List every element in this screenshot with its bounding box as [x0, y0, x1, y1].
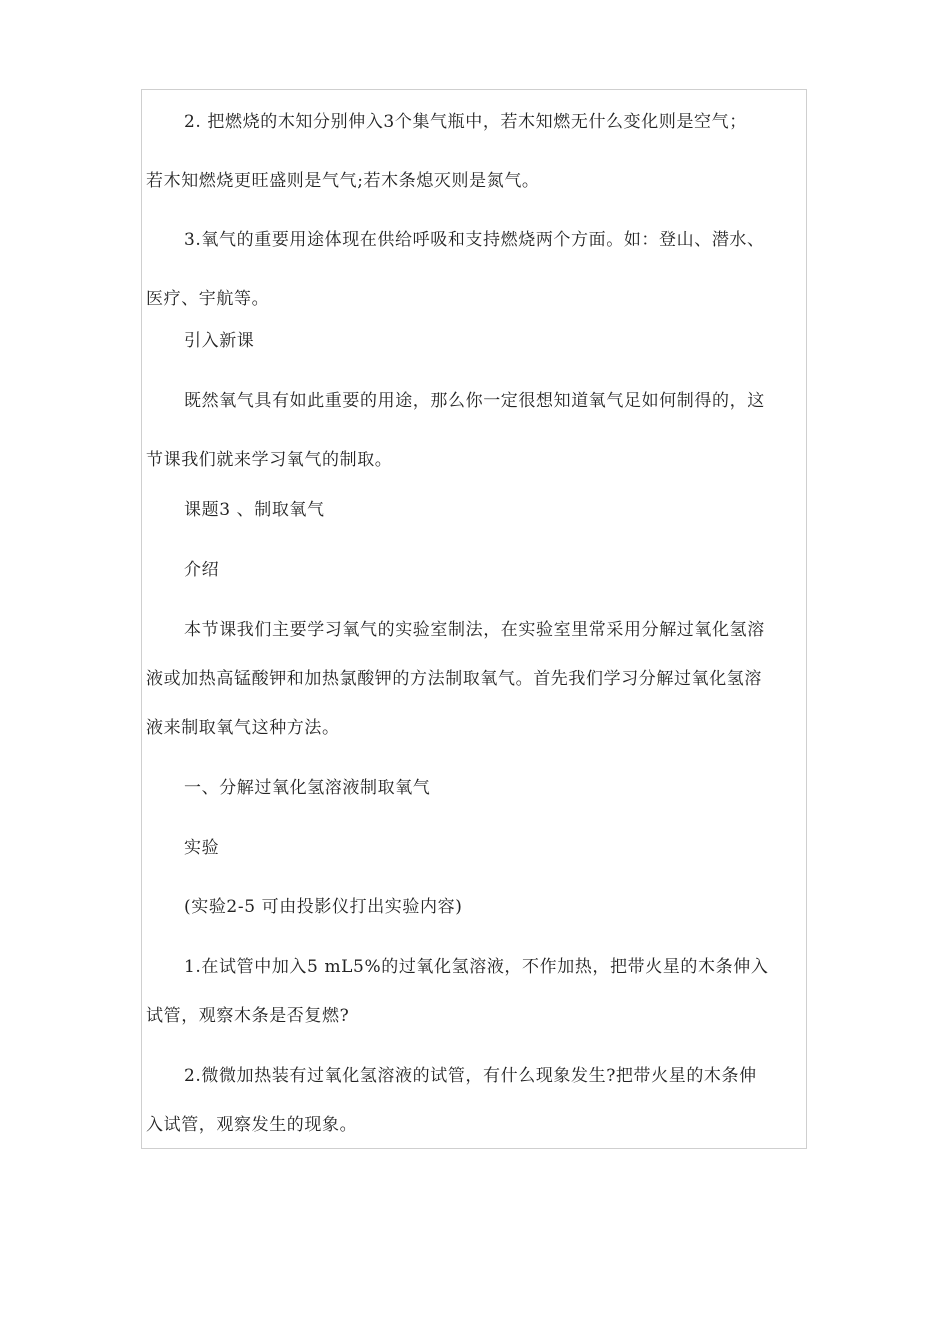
heading-section-one — [146, 774, 806, 803]
paragraph-line: 医疗、宇航等。 — [146, 289, 270, 309]
paragraph-line: 3.氧气的重要用途体现在供给呼吸和支持燃烧两个方面。如：登山、潜水、 — [184, 230, 765, 250]
paragraph-line: 2. 把燃烧的木知分别伸入3个集气瓶中，若木知燃无什么变化则是空气； — [184, 112, 747, 132]
paragraph-step-two — [146, 1062, 806, 1140]
paragraph-step-one — [146, 953, 806, 1031]
paragraph-oxygen-uses — [146, 226, 806, 314]
paragraph-line: 试管，观察木条是否复燃? — [146, 1006, 350, 1026]
paragraph-line: 介绍 — [184, 560, 220, 580]
paragraph-line: 1.在试管中加入5 mL5%的过氧化氢溶液，不作加热，把带火星的木条伸入 — [184, 957, 769, 977]
paragraph-line: 若木知燃烧更旺盛则是气气;若木条熄灭则是氮气。 — [146, 171, 540, 191]
paragraph-line: 液来制取氧气这种方法。 — [146, 718, 340, 738]
heading-new-lesson — [146, 327, 806, 356]
paragraph-line: (实验2-5 可由投影仪打出实验内容) — [184, 897, 463, 917]
paragraph-line: 入试管，观察发生的现象。 — [146, 1115, 358, 1135]
paragraph-experiment-note — [146, 893, 806, 922]
paragraph-line: 实验 — [184, 838, 220, 858]
paragraph-line: 课题3 、制取氧气 — [184, 500, 325, 520]
paragraph-line: 节课我们就来学习氧气的制取。 — [146, 450, 393, 470]
paragraph-lab-methods — [146, 616, 806, 743]
heading-experiment — [146, 834, 806, 863]
paragraph-intro-text — [146, 387, 806, 475]
paragraph-line: 本节课我们主要学习氧气的实验室制法，在实验室里常采用分解过氧化氢溶 — [184, 620, 765, 640]
heading-lesson-title — [146, 496, 806, 525]
paragraph-line: 2.微微加热装有过氧化氢溶液的试管，有什么现象发生?把带火星的木条伸 — [184, 1066, 757, 1086]
paragraph-line: 一、分解过氧化氢溶液制取氧气 — [184, 778, 431, 798]
paragraph-line: 液或加热高锰酸钾和加热氯酸钾的方法制取氧气。首先我们学习分解过氧化氢溶 — [146, 669, 762, 689]
paragraph-test-gases — [146, 108, 806, 196]
document-page — [141, 89, 807, 1149]
paragraph-line: 引入新课 — [184, 331, 255, 351]
heading-introduction — [146, 556, 806, 585]
paragraph-line: 既然氧气具有如此重要的用途，那么你一定很想知道氧气足如何制得的，这 — [184, 391, 765, 411]
